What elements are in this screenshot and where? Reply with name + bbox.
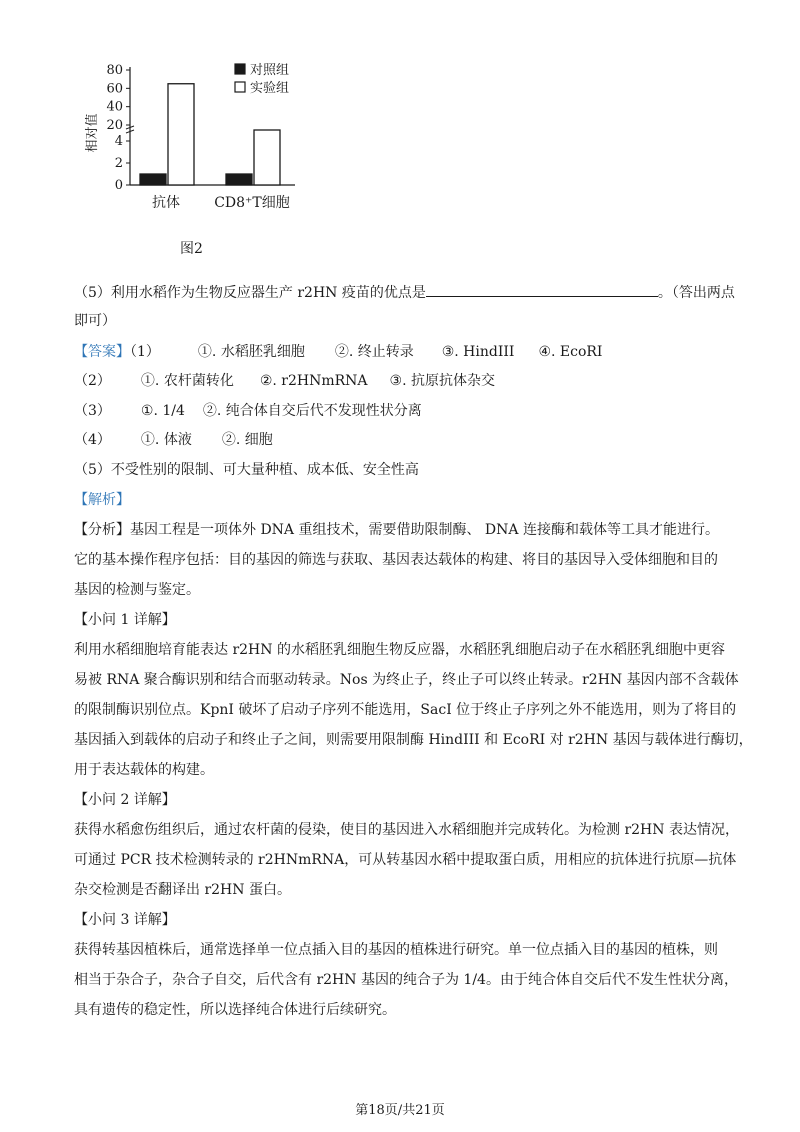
answer-line-2 (74, 371, 495, 391)
analysis-line: 基因插入到载体的启动子和终止子之间，则需要用限制酶 HindIII 和 EcoRI 对 r2HN 基因与载体进行酶切， (74, 732, 753, 748)
answer-line-5: （5）不受性别的限制、可大量种植、成本低、安全性高 (74, 462, 419, 478)
answer-blank (426, 282, 658, 297)
analysis-line: 的限制酶识别位点。KpnI 破坏了启动子序列不能选用，SacI 位于终止子序列之外不能选用，则为了将目的 (74, 702, 737, 718)
answer-2-b: ②. r2HNmRNA (259, 373, 368, 389)
legend-swatch (235, 82, 245, 92)
analysis-line: 相当于杂合子，杂合子自交，后代含有 r2HN 基因的纯合子为 1/4。由于纯合体自交后代不发生性状分离， (74, 972, 738, 988)
answer-2-c: ③. 抗原抗体杂交 (389, 373, 495, 389)
answer-1-c: ③. HindIII (441, 344, 515, 360)
bar-control (226, 174, 252, 185)
sub-question-3-heading: 【小问 3 详解】 (74, 912, 176, 928)
figure-caption: 图2 (180, 241, 203, 257)
page-footer: 第18页/共21页 (355, 1103, 445, 1118)
answer-2-num: （2） (74, 373, 111, 389)
analysis-line: 可通过 PCR 技术检测转录的 r2HNmRNA，可从转基因水稻中提取蛋白质，用相应的抗体进行抗原—抗体 (74, 852, 737, 868)
answer-line-3 (74, 401, 422, 421)
y-tick-label: 0 (114, 178, 123, 193)
answer-4-b: ②. 细胞 (221, 432, 273, 448)
bar-chart (60, 55, 380, 255)
analysis-line: 基因的检测与鉴定。 (74, 582, 200, 598)
answer-2-a: ①. 农杆菌转化 (140, 373, 234, 389)
analysis-line: 杂交检测是否翻译出 r2HN 蛋白。 (74, 882, 291, 898)
analysis-line: 它的基本操作程序包括：目的基因的筛选与获取、基因表达载体的构建、将目的基因导入受体细胞和目的 (74, 552, 718, 568)
question-5-text: （5）利用水稻作为生物反应器生产 r2HN 疫苗的优点是 (74, 285, 426, 301)
x-tick-label: 抗体 (152, 195, 180, 211)
answer-3-num: （3） (74, 403, 111, 419)
answer-4-num: （4） (74, 432, 111, 448)
answer-1-b: ②. 终止转录 (334, 344, 414, 360)
question-5 (74, 282, 735, 303)
legend-label: 实验组 (250, 81, 290, 96)
sub-question-2-heading: 【小问 2 详解】 (74, 792, 176, 808)
analysis-line: 易被 RNA 聚合酶识别和结合而驱动转录。Nos 为终止子，终止子可以终止转录。r2HN 基因内部不含载体 (74, 672, 739, 688)
y-tick-label: 4 (114, 134, 123, 149)
answer-1-d: ④. EcoRI (538, 344, 603, 360)
sub-question-1-heading: 【小问 1 详解】 (74, 612, 176, 628)
analysis-line: 具有遗传的稳定性，所以选择纯合体进行后续研究。 (74, 1002, 396, 1018)
bar-control (140, 174, 166, 185)
legend-swatch (235, 64, 245, 74)
answer-tag: 【答案】 (74, 344, 130, 360)
y-axis-label: 相对值 (85, 113, 100, 153)
analysis-line: 利用水稻细胞培育能表达 r2HN 的水稻胚乳细胞生物反应器，水稻胚乳细胞启动子在水稻胚乳细胞中更容 (74, 642, 725, 658)
analysis-line: 获得转基因植株后，通常选择单一位点插入目的基因的植株进行研究。单一位点插入目的基因的植株，则 (74, 942, 718, 958)
bar-experiment (254, 130, 280, 185)
x-tick-label: CD8⁺T细胞 (214, 195, 290, 211)
y-tick-label: 40 (106, 99, 123, 115)
answer-3-b: ②. 纯合体自交后代不发现性状分离 (202, 403, 422, 419)
analysis-tag: 【解析】 (74, 492, 130, 508)
y-tick-label: 80 (106, 63, 123, 78)
analysis-line: 获得水稻愈伤组织后，通过农杆菌的侵染，使目的基因进入水稻细胞并完成转化。为检测 r2HN 表达情况， (74, 822, 739, 838)
y-tick-label: 2 (114, 156, 123, 171)
y-tick-label: 60 (106, 81, 123, 97)
analysis-line: 用于表达载体的构建。 (74, 762, 214, 778)
analysis-line: 【分析】基因工程是一项体外 DNA 重组技术，需要借助限制酶、 DNA 连接酶和载体等工具才能进行。 (74, 522, 719, 538)
question-5-suffix: 。（答出两点 (657, 285, 735, 301)
figure-2 (60, 55, 380, 265)
question-5-continued: 即可） (74, 313, 116, 329)
legend-label: 对照组 (250, 63, 290, 78)
answer-1-num: （1） (130, 344, 160, 360)
y-tick-label: 20 (106, 118, 123, 133)
answer-line-4 (74, 430, 273, 450)
answer-1-a: ①. 水稻胚乳细胞 (197, 344, 305, 360)
answer-4-a: ①. 体液 (140, 432, 192, 448)
bar-experiment (168, 84, 194, 185)
answer-3-a: ①. 1/4 (140, 403, 185, 419)
answer-line-1 (74, 342, 602, 362)
